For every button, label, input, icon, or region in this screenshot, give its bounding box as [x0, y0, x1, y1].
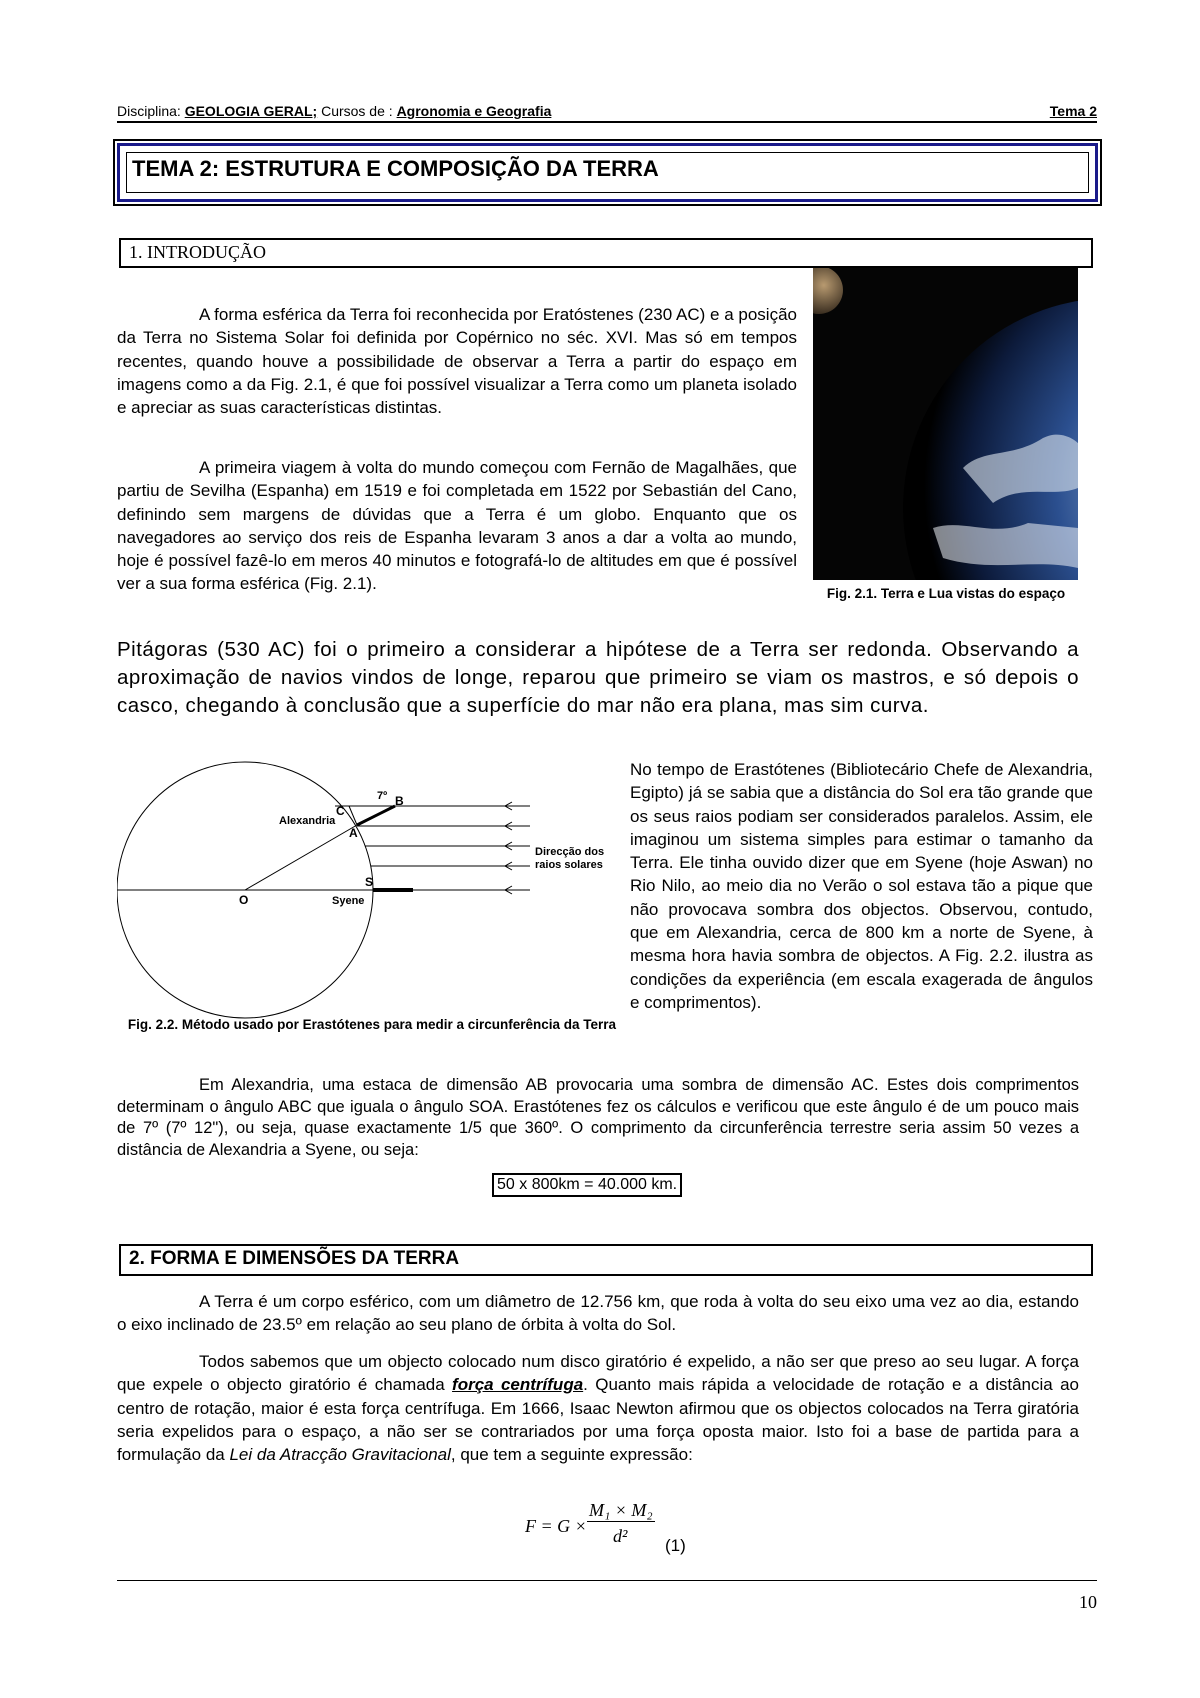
label-b: B	[395, 794, 404, 808]
cursos-value: Agronomia e Geografia	[396, 103, 552, 119]
intro-paragraph-2-text: A primeira viagem à volta do mundo começou com Fernão de Magalhães, que partiu de Sevilha (Espanha) em 1519 e foi completada em 1522 por Sebastián del Cano, definindo sem margens de dúvidas que a Terra é um globo. Enquanto que os navegadores ao serviço dos reis de Espanha levaram 3 anos a dar a volta ao mundo, hoje é possível fazê-lo em meros 40 minutos e fotografá-lo de altitudes em que é possível ver a sua forma esférica (Fig. 2.1).	[117, 458, 797, 594]
label-syene: Syene	[332, 895, 365, 907]
label-s: S	[365, 875, 374, 889]
alexandria-paragraph-text: Em Alexandria, uma estaca de dimensão AB provocaria uma sombra de dimensão AC. Estes dois comprimentos determinam o ângulo ABC que iguala o ângulo SOA. Erastótenes fez os cálculos e verificou que este ângulo é de um pouco mais de 7º (7º 12"), ou seja, quase exactamente 1/5 que 360º. O comprimento da circunferência terrestre seria assim 50 vezes a distância de Alexandria a Syene, ou seja:	[117, 1076, 1079, 1159]
label-o: O	[239, 893, 249, 907]
label-alexandria: Alexandria	[279, 815, 336, 827]
section-2-paragraph-2-text-a: Todos sabemos que um objecto colocado num disco giratório é expelido, a não ser que preso ao seu lugar. A força que expele o objecto giratório é chamada	[117, 1352, 1079, 1395]
radius-oa	[245, 825, 357, 890]
disciplina-label: Disciplina:	[117, 103, 185, 119]
eratosthenes-diagram-svg	[117, 760, 627, 1022]
label-c: C	[336, 804, 345, 818]
page-header	[117, 103, 1097, 123]
formula-numerator: M₁ × M₂	[589, 1500, 653, 1520]
earth-moon-illustration	[813, 268, 1078, 580]
section-2-heading: 2. FORMA E DIMENSÕES DA TERRA	[129, 1248, 460, 1269]
gravitation-law-term: Lei da Atracção Gravitacional	[229, 1445, 451, 1465]
pitagoras-paragraph: Pitágoras (530 AC) foi o primeiro a considerar a hipótese de a Terra ser redonda. Observando a aproximação de navios vindos de longe, reparou que primeiro se viam os mastros, e só depois o casco, chegando à conclusão que a superfície do mar não era plana, mas sim curva.	[117, 638, 1079, 717]
section-2-paragraph-1	[117, 1290, 1079, 1337]
circumference-equation: 50 x 800km = 40.000 km.	[492, 1173, 682, 1197]
page-title: TEMA 2: ESTRUTURA E COMPOSIÇÃO DA TERRA	[132, 156, 659, 181]
formula-number: (1)	[665, 1536, 686, 1555]
title-box	[117, 143, 1098, 202]
section-2-paragraph-2-text-c: , que tem a seguinte expressão:	[450, 1445, 693, 1465]
formula-denominator: d²	[613, 1526, 628, 1546]
page-number: 10	[1079, 1592, 1097, 1612]
label-a: A	[349, 826, 358, 840]
tema-label: Tema 2	[1049, 103, 1097, 119]
moon-shape	[813, 268, 843, 314]
alexandria-paragraph	[117, 1075, 1079, 1161]
section-1-heading: 1. INTRODUÇÃO	[129, 242, 266, 262]
erastotenes-paragraph: No tempo de Erastótenes (Bibliotecário Chefe de Alexandria, Egipto) já se sabia que a distância do Sol era tão grande que os seus raios podiam ser considerados paralelos. Assim, ele imaginou um sistema simples para estimar o tamanho da Terra. Ele tinha ouvido dizer que em Syene (hoje Aswan) no Rio Nilo, ao meio dia no Verão o sol estava tão a pique que não provocava sombra dos objectos. Observou, contudo, que em Alexandria, cerca de 800 km a norte de Syene, à mesma hora havia sombra de objectos. A Fig. 2.2. ilustra as condições da experiência (em escala exagerada de ângulos e comprimentos).	[630, 760, 1093, 1012]
cursos-label: Cursos de :	[317, 103, 397, 119]
angle-label: 7º	[377, 790, 388, 802]
section-2-paragraph-2-text-b: . Quanto mais rápida a velocidade de rotação e a distância ao centro de rotação, maior é esta força centrífuga. Em 1666, Isaac Newton afirmou que os objectos colocados na Terra giratória seria expelidos para o espaço, a não ser se contrariados por uma força oposta maior. Isto foi a base de partida para a formulação da	[117, 1375, 1079, 1465]
intro-paragraph-1	[117, 303, 797, 419]
section-2-paragraph-2	[117, 1350, 1079, 1466]
disciplina-value: GEOLOGIA GERAL;	[184, 103, 318, 119]
section-2-paragraph-1-text: A Terra é um corpo esférico, com um diâmetro de 12.756 km, que roda à volta do seu eixo uma vez ao dia, estando o eixo inclinado de 23.5º em relação ao seu plano de órbita à volta do Sol.	[117, 1292, 1079, 1335]
label-rays: Direcção dos raios solares	[535, 846, 605, 871]
centrifugal-force-term: força centrífuga	[452, 1375, 584, 1395]
section-1-heading-box	[119, 238, 1093, 268]
section-2-heading-box	[119, 1244, 1093, 1276]
earth-moon-image	[813, 268, 1078, 580]
intro-paragraph-2	[117, 456, 797, 596]
stake-ab	[357, 806, 395, 825]
fig-2-1-caption: Fig. 2.1. Terra e Lua vistas do espaço	[826, 586, 1066, 601]
formula-lhs: F = G ×	[525, 1516, 587, 1536]
fig-2-2-caption: Fig. 2.2. Método usado por Erastótenes para medir a circunferência da Terra	[127, 1017, 617, 1032]
eratosthenes-diagram	[117, 760, 627, 1022]
footer-rule	[117, 1580, 1097, 1581]
intro-paragraph-1-text: A forma esférica da Terra foi reconhecida por Eratóstenes (230 AC) e a posição da Terra no Sistema Solar foi definida por Copérnico no séc. XVI. Mas só em tempos recentes, quando houve a possibilidade de observar a Terra a partir do espaço em imagens como a da Fig. 2.1, é que foi possível visualizar a Terra como um planeta isolado e apreciar as suas características distintas.	[117, 305, 797, 418]
